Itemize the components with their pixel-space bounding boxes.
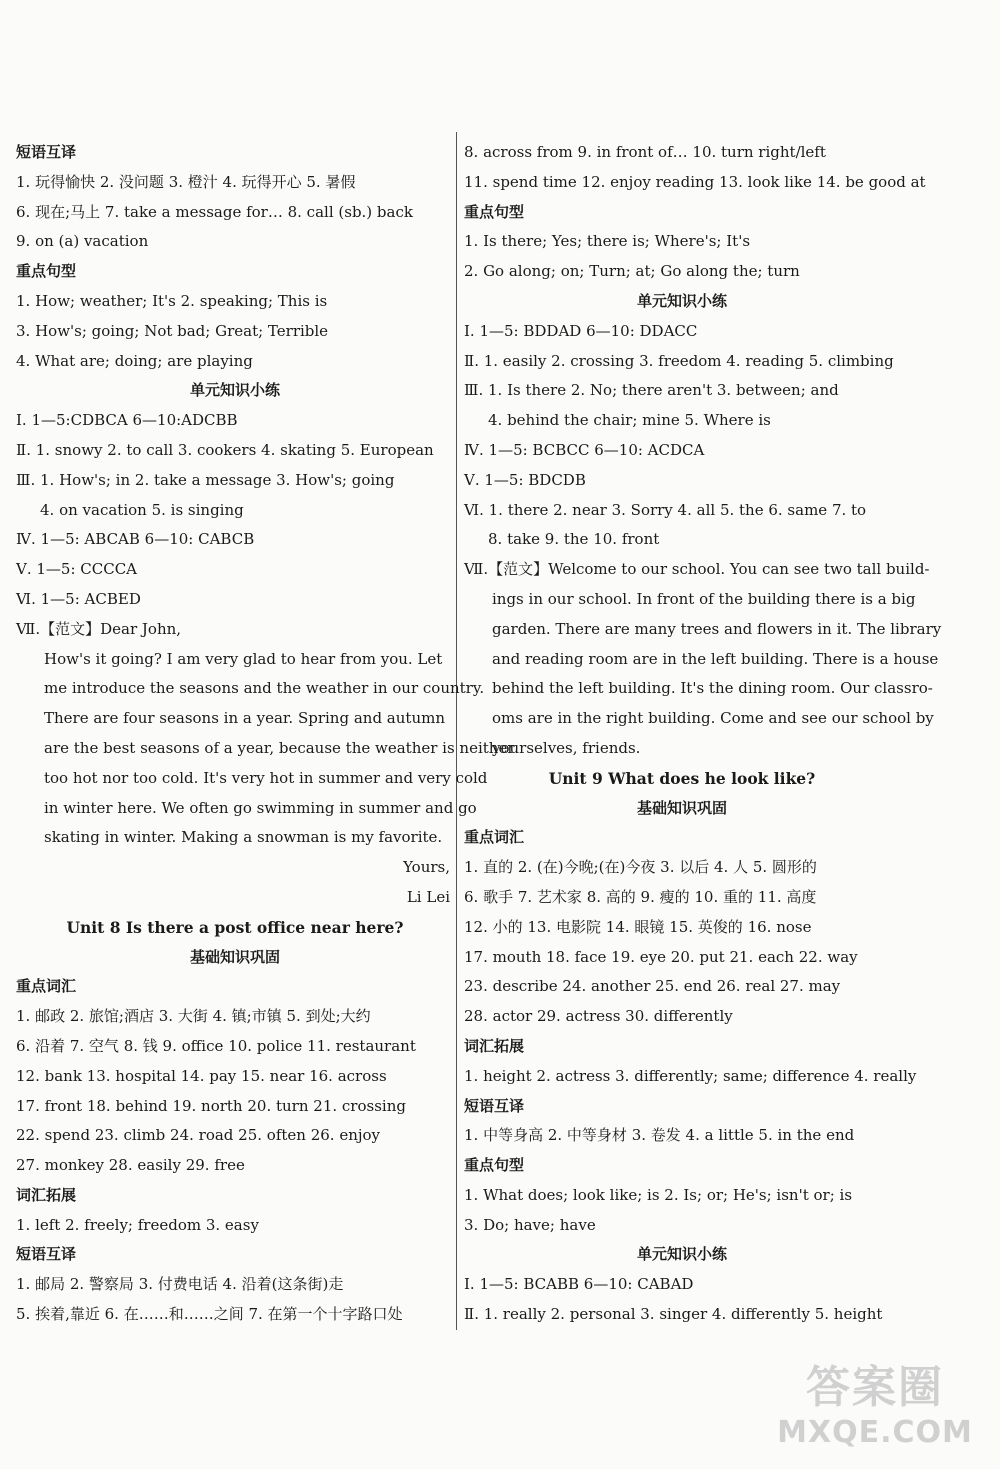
watermark-text: 答案圈: [806, 1362, 944, 1413]
subsection-heading: 单元知识小练: [636, 1245, 727, 1264]
answer-line: 17. front 18. behind 19. north 20. turn 21. crossing: [16, 1096, 406, 1115]
answer-line: Ⅳ. 1—5: ABCAB 6—10: CABCB: [16, 530, 255, 549]
answer-line: Ⅵ. 1. there 2. near 3. Sorry 4. all 5. the 6. same 7. to: [464, 500, 867, 519]
watermark-logo: [760, 1361, 990, 1461]
section-heading: 重点词汇: [464, 828, 525, 847]
answer-line: 9. on (a) vacation: [16, 232, 149, 251]
answer-line: 22. spend 23. climb 24. road 25. often 26. enjoy: [16, 1126, 381, 1145]
answer-line: Ⅱ. 1. really 2. personal 3. singer 4. differently 5. height: [464, 1305, 883, 1324]
answer-line: 27. monkey 28. easily 29. free: [16, 1156, 245, 1175]
column-divider: [456, 132, 457, 1330]
answer-line: 1. 玩得愉快 2. 没问题 3. 橙汁 4. 玩得开心 5. 暑假: [16, 172, 356, 191]
section-heading: 短语互译: [16, 143, 77, 161]
answer-line: Ⅶ.【范文】Dear John,: [16, 619, 182, 638]
answer-line: 11. spend time 12. enjoy reading 13. look like 14. be good at: [464, 172, 926, 191]
answer-line: 6. 歌手 7. 艺术家 8. 高的 9. 瘦的 10. 重的 11. 高度: [464, 887, 817, 906]
subsection-heading: 基础知识巩固: [636, 798, 727, 817]
subsection-heading: 单元知识小练: [636, 291, 727, 310]
answer-line: 1. 直的 2. (在)今晚;(在)今夜 3. 以后 4. 人 5. 圆形的: [464, 858, 817, 877]
essay-line: ings in our school. In front of the building there is a big: [492, 589, 916, 608]
unit-title: Unit 9 What does he look like?: [548, 768, 816, 788]
answer-line: 1. 中等身高 2. 中等身材 3. 卷发 4. a little 5. in the end: [464, 1126, 855, 1145]
subsection-heading: 基础知识巩固: [189, 947, 280, 966]
section-heading: 短语互译: [16, 1245, 77, 1264]
answer-line: Ⅱ. 1. easily 2. crossing 3. freedom 4. reading 5. climbing: [464, 351, 894, 370]
signature-line: Yours,: [403, 858, 450, 877]
watermark-url: MXQE.COM: [777, 1415, 973, 1450]
answer-line: 1. What does; look like; is 2. Is; or; He's; isn't or; is: [464, 1185, 853, 1204]
answer-line: Ⅰ. 1—5: BCABB 6—10: CABAD: [464, 1275, 694, 1294]
answer-line: 1. How; weather; It's 2. speaking; This is: [16, 291, 328, 310]
left-column: [16, 138, 515, 1330]
answer-line: 4. behind the chair; mine 5. Where is: [488, 411, 771, 430]
answer-line: Ⅴ. 1—5: CCCCA: [16, 560, 138, 579]
answer-line: 8. take 9. the 10. front: [488, 530, 660, 549]
essay-line: oms are in the right building. Come and see our school by: [492, 709, 934, 728]
answer-line: 3. How's; going; Not bad; Great; Terrible: [16, 321, 329, 340]
essay-line: and reading room are in the left building. There is a house: [492, 649, 939, 668]
subsection-heading: 单元知识小练: [189, 381, 280, 400]
essay-line: There are four seasons in a year. Spring and autumn: [44, 709, 445, 728]
answer-line: 2. Go along; on; Turn; at; Go along the; turn: [464, 262, 800, 281]
unit-title: Unit 8 Is there a post office near here?: [66, 917, 404, 937]
answer-line: 1. Is there; Yes; there is; Where's; It's: [464, 232, 751, 251]
essay-line: in winter here. We often go swimming in summer and go: [44, 798, 477, 817]
section-heading: 重点句型: [464, 202, 525, 221]
answer-line: Ⅴ. 1—5: BDCDB: [464, 470, 586, 489]
essay-line: too hot nor too cold. It's very hot in summer and very cold: [44, 768, 488, 787]
answer-line: Ⅲ. 1. Is there 2. No; there aren't 3. between; and: [464, 381, 839, 400]
answer-line: 5. 挨着,靠近 6. 在……和……之间 7. 在第一个十字路口处: [16, 1305, 403, 1324]
answer-line: 6. 沿着 7. 空气 8. 钱 9. office 10. police 11. restaurant: [16, 1036, 416, 1055]
essay-line: How's it going? I am very glad to hear from you. Let: [44, 649, 443, 668]
answer-line: 3. Do; have; have: [464, 1215, 596, 1234]
answer-line: Ⅲ. 1. How's; in 2. take a message 3. How's; going: [16, 470, 395, 489]
answer-line: 28. actor 29. actress 30. differently: [464, 1007, 733, 1026]
signature-line: Li Lei: [406, 887, 450, 906]
essay-line: me introduce the seasons and the weather in our country.: [44, 679, 485, 698]
answer-line: 4. on vacation 5. is singing: [40, 500, 244, 519]
section-heading: 词汇拓展: [464, 1036, 525, 1055]
answer-line: 6. 现在;马上 7. take a message for… 8. call (sb.) back: [16, 202, 413, 221]
answer-line: 1. height 2. actress 3. differently; same; difference 4. really: [464, 1066, 917, 1085]
answer-line: 1. 邮局 2. 警察局 3. 付费电话 4. 沿着(这条街)走: [16, 1275, 344, 1294]
answer-line: 8. across from 9. in front of… 10. turn right/left: [464, 143, 826, 161]
section-heading: 重点词汇: [16, 977, 77, 996]
essay-line: skating in winter. Making a snowman is my favorite.: [44, 828, 443, 847]
answer-line: Ⅳ. 1—5: BCBCC 6—10: ACDCA: [464, 440, 705, 459]
right-column: [464, 138, 942, 1330]
section-heading: 重点句型: [464, 1156, 525, 1175]
answer-line: 23. describe 24. another 25. end 26. real 27. may: [464, 977, 841, 996]
essay-line: are the best seasons of a year, because the weather is neither: [44, 738, 515, 757]
essay-line: garden. There are many trees and flowers in it. The library: [492, 619, 942, 638]
answer-line: Ⅰ. 1—5:CDBCA 6—10:ADCBB: [16, 411, 238, 430]
answer-line: 12. 小的 13. 电影院 14. 眼镜 15. 英俊的 16. nose: [464, 917, 812, 936]
answer-line: Ⅰ. 1—5: BDDAD 6—10: DDACC: [464, 321, 698, 340]
answer-line: 1. left 2. freely; freedom 3. easy: [16, 1215, 259, 1234]
answer-line: Ⅵ. 1—5: ACBED: [16, 589, 141, 608]
answer-line: 12. bank 13. hospital 14. pay 15. near 16. across: [16, 1066, 387, 1085]
essay-line: yourselves, friends.: [492, 738, 641, 757]
section-heading: 重点句型: [16, 262, 77, 281]
answer-line: 1. 邮政 2. 旅馆;酒店 3. 大街 4. 镇;市镇 5. 到处;大约: [16, 1007, 371, 1026]
section-heading: 词汇拓展: [16, 1185, 77, 1204]
answer-line: 4. What are; doing; are playing: [16, 351, 253, 370]
answer-line: Ⅱ. 1. snowy 2. to call 3. cookers 4. skating 5. European: [16, 440, 434, 459]
essay-line: behind the left building. It's the dining room. Our classro-: [492, 679, 933, 698]
section-heading: 短语互译: [464, 1096, 525, 1115]
answer-line: Ⅶ.【范文】Welcome to our school. You can see two tall build-: [464, 560, 930, 579]
answer-line: 17. mouth 18. face 19. eye 20. put 21. each 22. way: [464, 947, 858, 966]
